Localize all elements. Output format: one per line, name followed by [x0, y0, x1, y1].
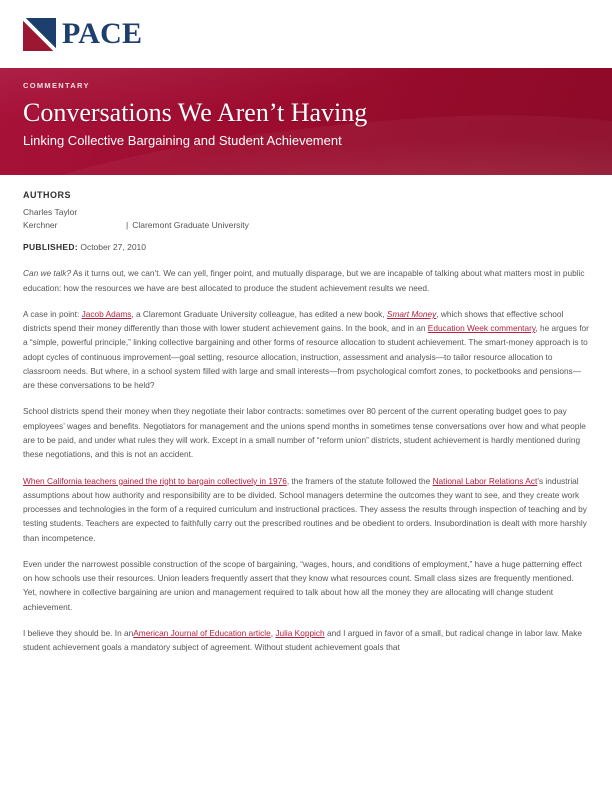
author-affiliation: Claremont Graduate University [132, 220, 249, 231]
emphasized-text: Can we talk? [23, 268, 71, 279]
author-name-line1: Charles Taylor [23, 207, 78, 217]
page-title: Conversations We Aren’t Having [23, 98, 368, 127]
article-link[interactable]: Smart Money [386, 308, 437, 319]
content-type-kicker: COMMENTARY [23, 81, 90, 90]
pace-logo-mark-icon [23, 18, 56, 51]
article-paragraph [23, 626, 589, 655]
article-paragraph [23, 266, 589, 295]
author-name [23, 206, 126, 232]
paragraph-text: , he argues for a “simple, powerful principle,” linking collective bargaining and other forms of resource allocation to student achievement. The smart-money approach is to adopt cycles of continuous improvement—goal setting, resource allocation, instruction, assessment and analysis—to tailor resource allocation to classroom needs. But where, in a school system filled with large and small interests—from psychological comfort zones, to pocketbooks and pensions—are these conversations to be held? [23, 323, 589, 391]
article-link[interactable]: American Journal of Education article [133, 627, 271, 638]
article-paragraph [23, 557, 589, 614]
page-subtitle: Linking Collective Bargaining and Student Achievement [23, 133, 342, 149]
author-entry [23, 206, 589, 232]
article-paragraph [23, 307, 589, 393]
site-header [0, 0, 612, 68]
article-link[interactable]: National Labor Relations Act [432, 475, 538, 486]
paragraph-text: A case in point: [23, 308, 82, 319]
article-body [23, 266, 589, 654]
paragraph-text: , which shows that effective school districts spend their money differently than those with lower student achievement gains. In the book, and in an [23, 308, 564, 334]
paragraph-text: Even under the narrowest possible construction of the scope of bargaining, “wages, hours, and conditions of employment,” have a huge patterning effect on how schools use their resources. Union leaders frequently assert that they know what resources count. Small class sizes are frequently mentioned. Yet, nowhere in collective bargaining are union and management required to talk about how all the money they are allocating will change student achievement. [23, 558, 582, 612]
article-link[interactable]: Jacob Adams [81, 308, 132, 319]
published-date: October 27, 2010 [80, 242, 147, 253]
paragraph-text: ’s industrial assumptions about how authority and responsibility are to be divided. School managers determine the outcomes they want to see, and they create work processes and technologies in the form of a required curriculum and instructional practices. They assess the results through inspection of teaching and by testing students. Teachers are expected to faithfully carry out the prescribed routines and be obedient to orders. Insubordination is dealt with more harshly than incompetence. [23, 475, 587, 543]
pace-logo[interactable] [23, 18, 142, 51]
paragraph-text: I believe they should be. In an [23, 627, 134, 638]
article-link[interactable]: Education Week commentary [427, 323, 536, 334]
article-link[interactable]: When California teachers gained the right to bargain collectively in 1976 [23, 475, 287, 486]
article-paragraph [23, 474, 589, 545]
paragraph-text: As it turns out, we can’t. We can yell, finger point, and mutually disparage, but we are incapable of talking about what matters most in public education: how the resources we have are best allocated to produce the student achievement results we need. [23, 268, 585, 293]
author-affiliation-block [126, 219, 249, 232]
pace-logo-wordmark: PACE [62, 17, 143, 50]
published-line [23, 242, 589, 252]
author-separator: | [126, 220, 129, 231]
author-name-line2: Kerchner [23, 220, 58, 231]
article-banner [0, 68, 612, 175]
article-meta [23, 175, 589, 252]
published-label: PUBLISHED: [23, 242, 78, 253]
paragraph-text: School districts spend their money when they negotiate their labor contracts: sometimes over 80 percent of the current operating budget goes to pay employees’ wages and benefits. Negotiators for management and the unions spend months in sometimes tense conversations over how and what people are to be paid, and under what rules they will work. Except in a small number of “reform union” districts, student achievement is hardly mentioned during these negotiations, and this is not an accident. [23, 406, 586, 460]
authors-label: AUTHORS [23, 190, 71, 200]
paragraph-text: and I argued in favor of a small, but radical change in labor law. Make student achievement goals a mandatory subject of agreement. Without student achievement goals that [23, 627, 583, 653]
paragraph-text: , [270, 627, 276, 638]
paragraph-text: , the framers of the statute followed the [286, 475, 433, 486]
paragraph-text: , a Claremont Graduate University colleague, has edited a new book, [131, 308, 387, 319]
article-paragraph [23, 404, 589, 461]
article-link[interactable]: Julia Koppich [275, 627, 325, 638]
